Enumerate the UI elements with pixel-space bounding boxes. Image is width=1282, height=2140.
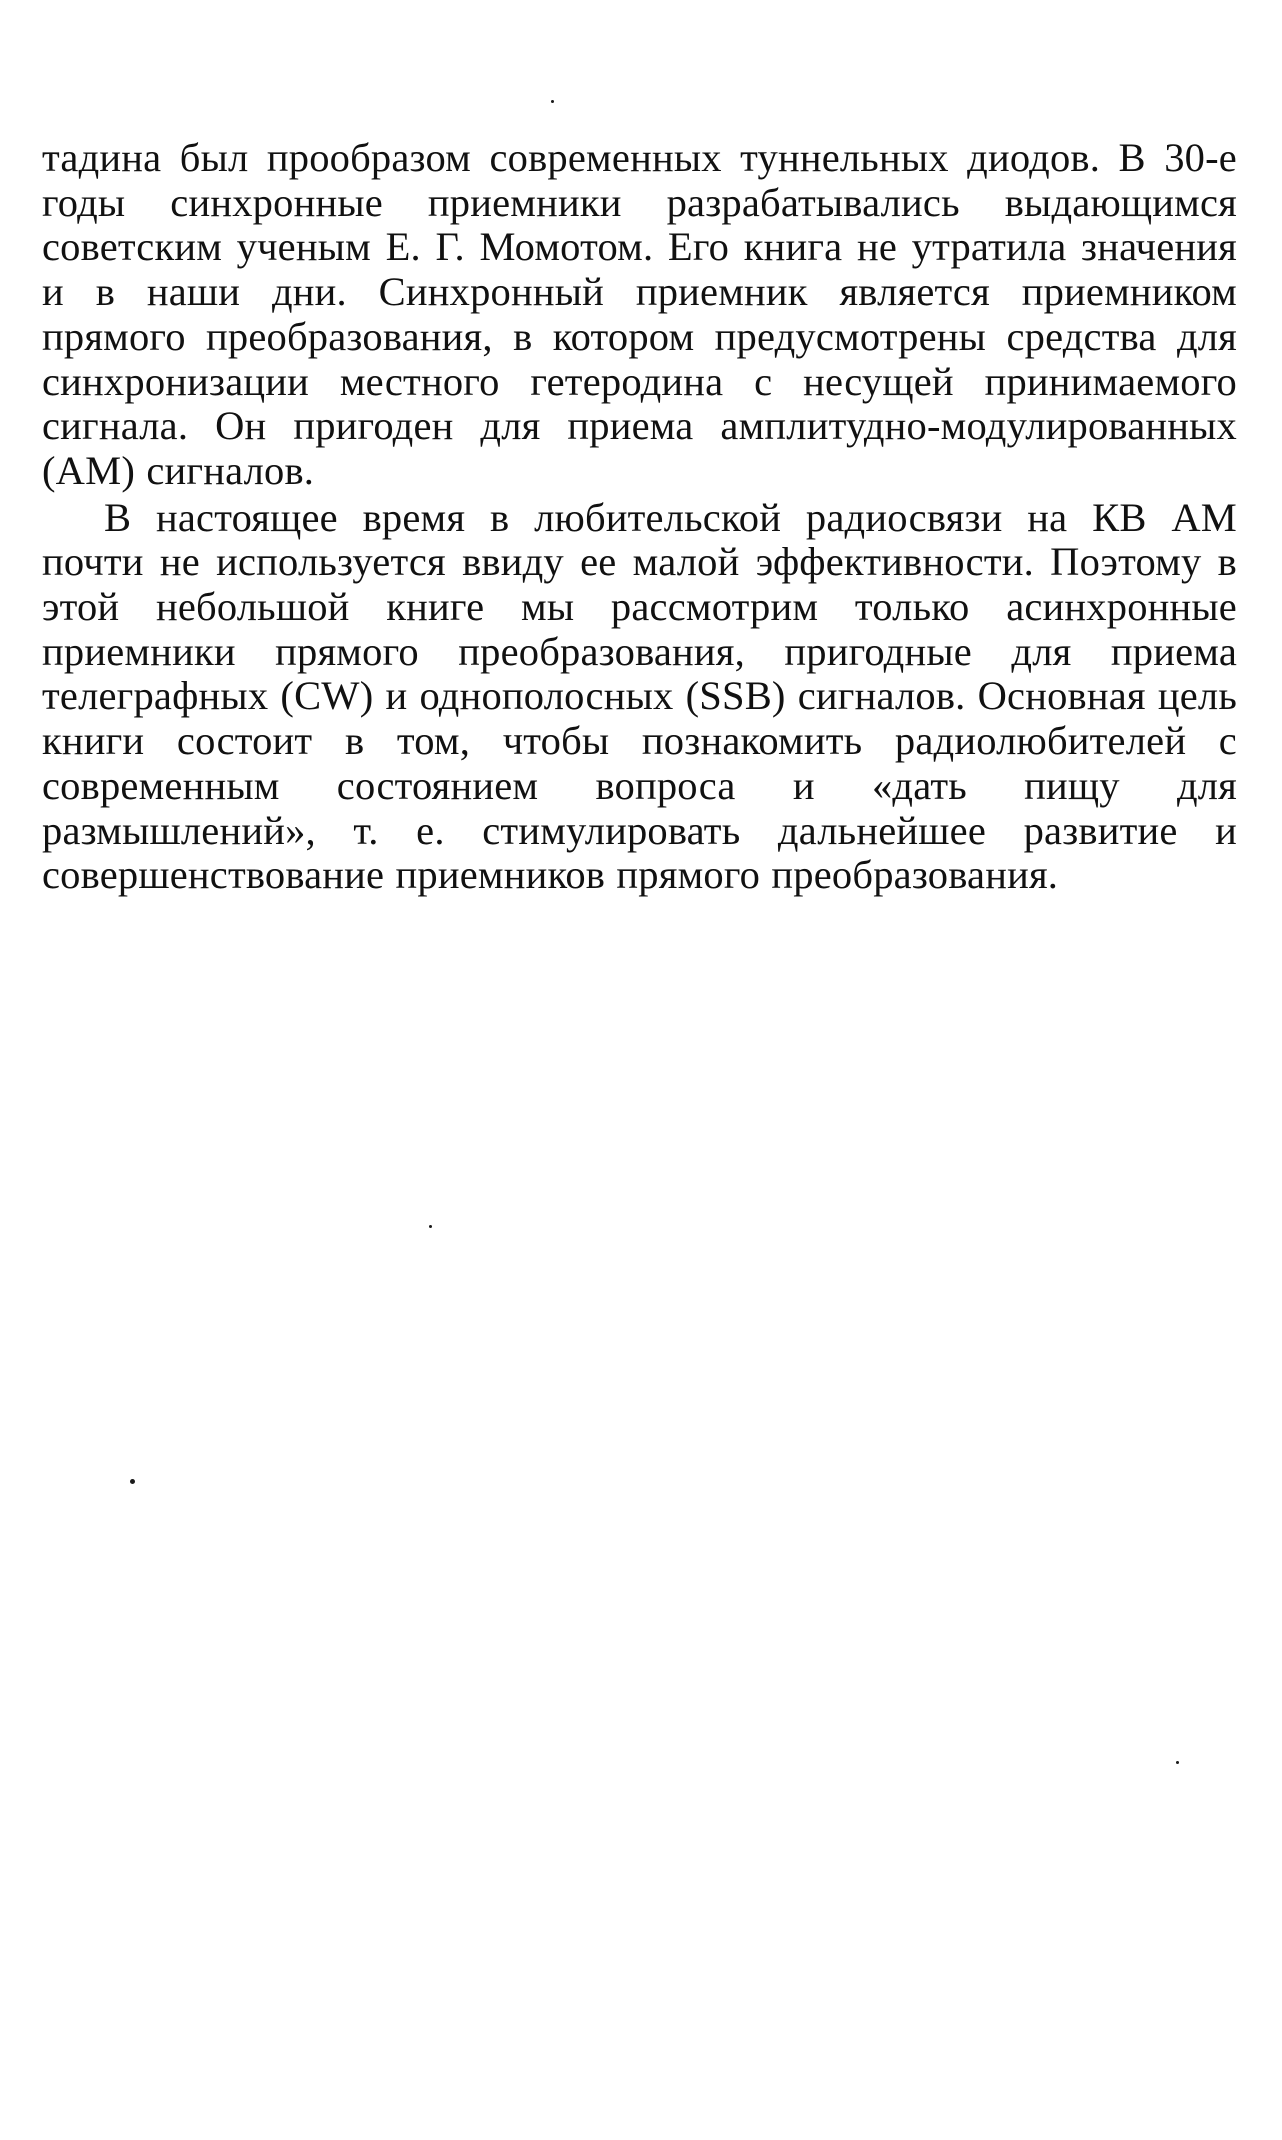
print-speck	[130, 1479, 135, 1484]
paragraph-synchronous-receivers: тадина был прообразом современных туннельных диодов. В 30-е годы синхронные приемники разрабатывались выдающимся советским ученым Е. Г. Момотом. Его книга не утратила значения и в наши дни. Синхронный приемник является приемником прямого преобразования, в котором предусмотрены средства для синхронизации местного гетеродина с несущей принимаемого сигнала. Он пригоден для приема амплитудно-модулированных (АМ) сигналов.	[42, 135, 1237, 493]
paragraph-book-purpose: В настоящее время в любительской радиосвязи на КВ АМ почти не используется ввиду ее малой эффективности. Поэтому в этой небольшой книге мы рассмотрим только асинхронные приемники прямого преобразования, пригодные для приема телеграфных (CW) и однополосных (SSB) сигналов. Основная цель книги состоит в том, чтобы познакомить радиолюбителей с современным состоянием вопроса и «дать пищу для размышлений», т. е. стимулировать дальнейшее развитие и совершенствование приемников прямого преобразования.	[42, 494, 1237, 898]
print-speck	[429, 1225, 432, 1228]
body-text	[42, 136, 1237, 898]
print-speck	[551, 100, 554, 103]
print-speck	[1176, 1761, 1179, 1764]
